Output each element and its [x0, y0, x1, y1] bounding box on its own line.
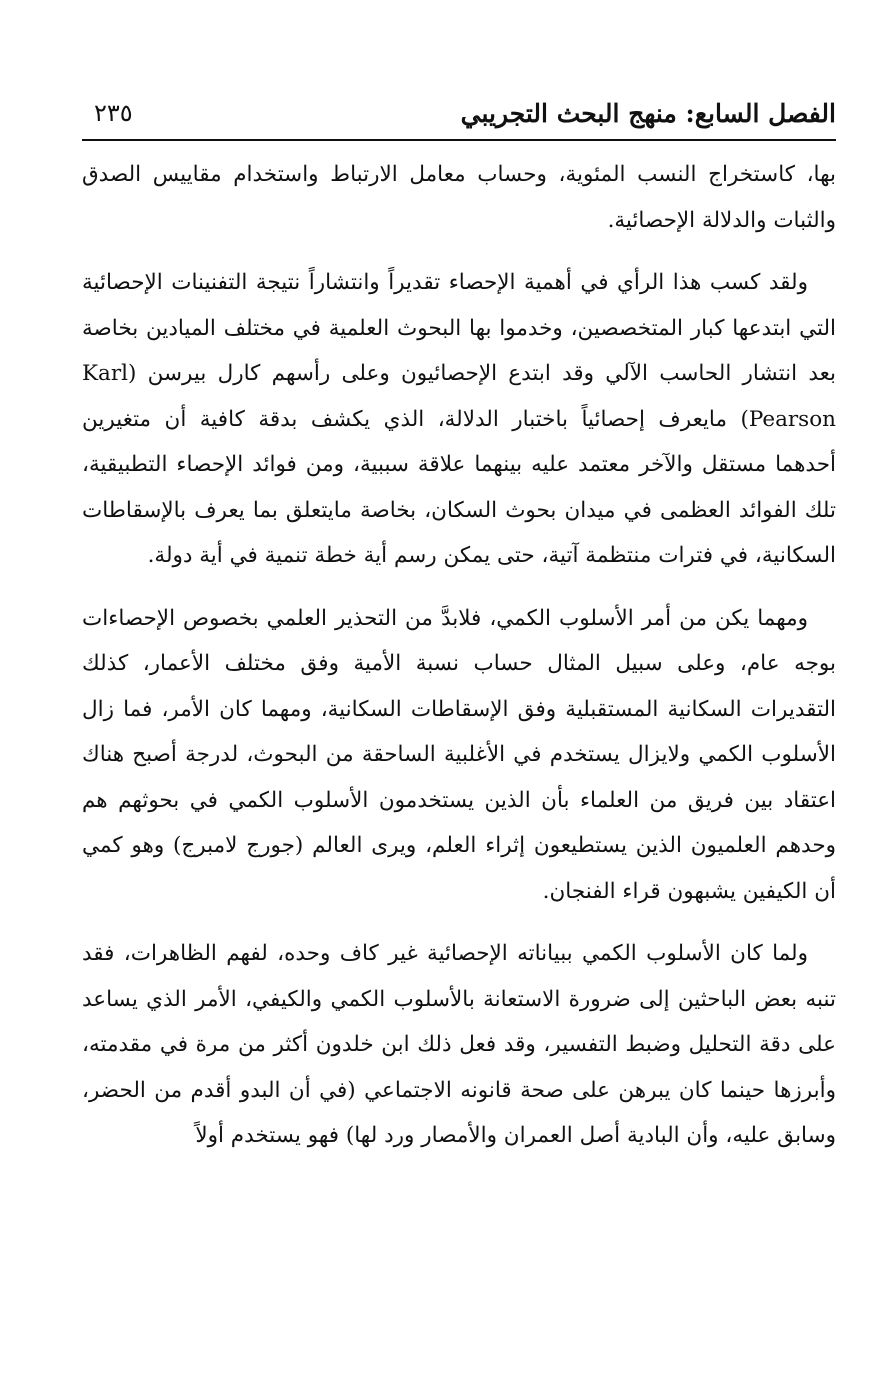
body-text [82, 152, 836, 1176]
page-number: ٢٣٥ [94, 99, 133, 127]
paragraph-3: ومهما يكن من أمر الأسلوب الكمي، فلابدَّ من التحذير العلمي بخصوص الإحصاءات بوجه عام، وعلى سبيل المثال حساب نسبة الأمية وفق مختلف الأعمار، كذلك التقديرات السكانية المستقبلية وفق الإسقاطات السكانية، ومهما كان الأمر، فما زال الأسلوب الكمي ولايزال يستخدم في الأغلبية الساحقة من البحوث، لدرجة أصبح هناك اعتقاد بين فريق من العلماء بأن الذين يستخدمون الأسلوب الكمي في بحوثهم هم وحدهم العلميون الذين يستطيعون إثراء العلم، ويرى العالم (جورج لامبرج) وهو كمي أن الكيفين يشبهون قراء الفنجان. [82, 605, 836, 904]
paragraph-1: بها، كاستخراج النسب المئوية، وحساب معامل الارتباط واستخدام مقاييس الصدق والثبات والدلالة الإحصائية. [82, 162, 836, 233]
running-header [82, 95, 836, 141]
chapter-title: الفصل السابع: منهج البحث التجريبي [460, 99, 836, 128]
paragraph-2: ولقد كسب هذا الرأي في أهمية الإحصاء تقديراً وانتشاراً نتيجة التفنينات الإحصائية التي ابتدعها كبار المتخصصين، وخدموا بها البحوث العلمية في مختلف الميادين بخاصة بعد انتشار الحاسب الآلي وقد ابتدع الإحصائيون وعلى رأسهم كارل بيرسن (Karl Pearson) مايعرف إحصائياً باختبار الدلالة، الذي يكشف بدقة كافية أن متغيرين أحدهما مستقل والآخر معتمد عليه بينهما علاقة سببية، ومن فوائد الإحصاء التطبيقية، تلك الفوائد العظمى في ميدان بحوث السكان، بخاصة مايتعلق بما يعرف بالإسقاطات السكانية، في فترات منتظمة آتية، حتى يمكن رسم أية خطة تنمية في أية دولة. [82, 270, 836, 568]
paragraph-4: ولما كان الأسلوب الكمي ببياناته الإحصائية غير كاف وحده، لفهم الظاهرات، فقد تنبه بعض الباحثين إلى ضرورة الاستعانة بالأسلوب الكمي والكيفي، الأمر الذي يساعد على دقة التحليل وضبط التفسير، وقد فعل ذلك ابن خلدون أكثر من مرة في مقدمته، وأبرزها حينما كان يبرهن على صحة قانونه الاجتماعي (في أن البدو أقدم من الحضر، وسابق عليه، وأن البادية أصل العمران والأمصار ورد لها) فهو يستخدم أولاً [82, 941, 836, 1148]
